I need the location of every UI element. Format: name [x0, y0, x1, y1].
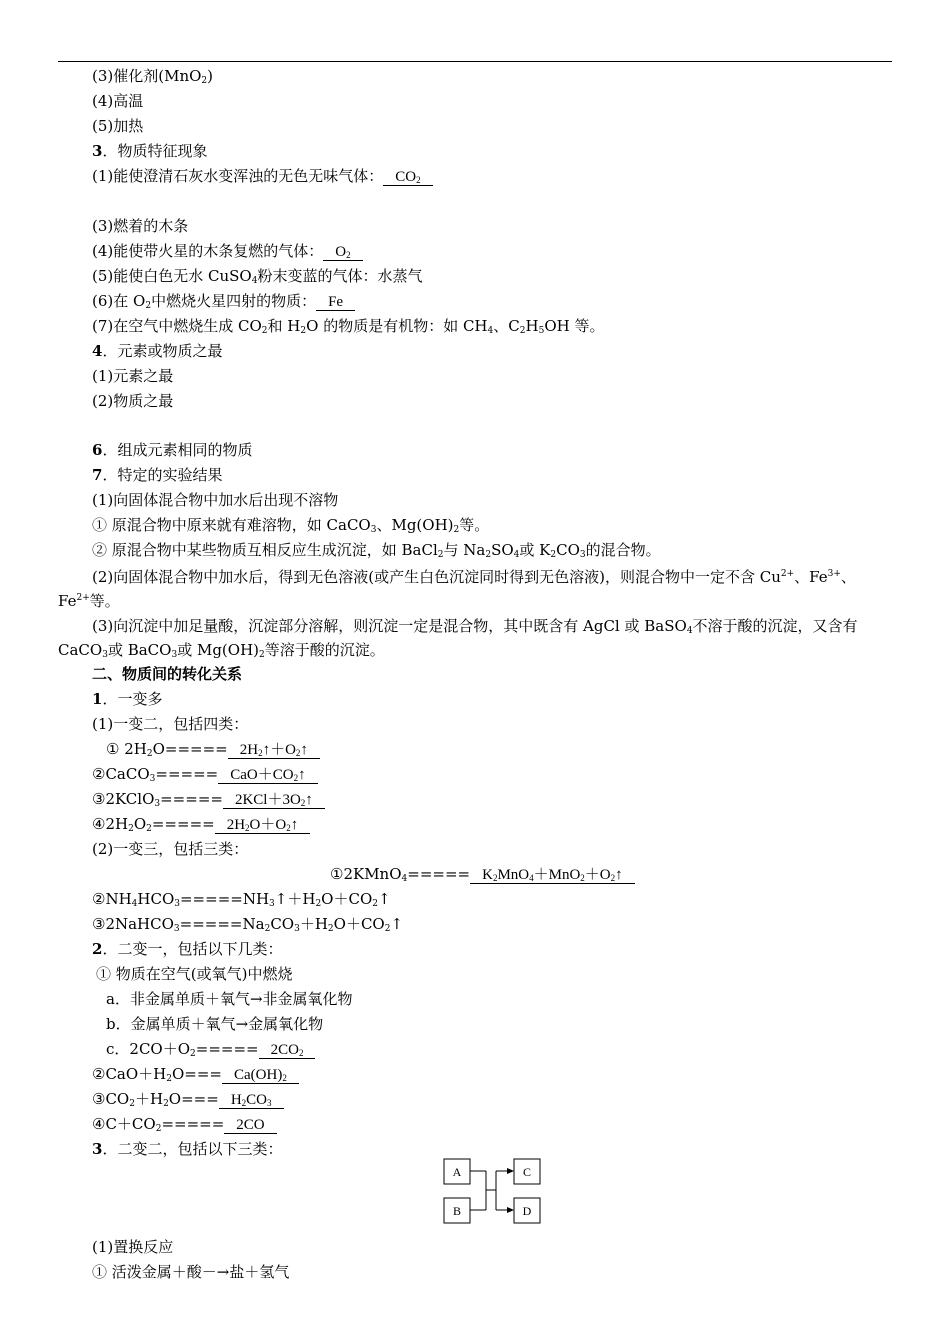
answer-o2: $O_2$: [323, 244, 362, 261]
displacement-title: (1)置换反应: [92, 1238, 174, 1256]
feature-6: (6)在 $O_2$中燃烧火星四射的物质： Fe: [92, 291, 355, 312]
label-a: A: [452, 1165, 462, 1179]
heading-4: 4．元素或物质之最: [92, 342, 223, 360]
result-3: (3)向沉淀中加足量酸，沉淀部分溶解，则沉淀一定是混合物，其中既含有 AgCl 或 BaSO$_4$不溶于酸的沉淀，又含有 CaCO$_3$或 BaCO$_3$或 $Mg(OH)_2$等溶于酸的沉淀。: [58, 617, 858, 660]
result-1a: ① 原混合物中原来就有难溶物，如 CaCO$_3$、$Mg(OH)_2$等。: [92, 516, 490, 535]
section-2-title: 二、物质间的转化关系: [92, 665, 243, 683]
equation-6: $②NH_4HCO_3=====NH_3↑+H_2O+CO_2↑$: [92, 890, 391, 909]
heading-6: 6．组成元素相同的物质: [92, 441, 253, 459]
feature-7: (7)在空气中燃烧生成 $CO_2$和 $H_2O$ 的物质是有机物：如 $CH_4$、$C_2H_5OH$ 等。: [92, 317, 605, 336]
equation-4: $④2H_2O_2=====$ $2H_2O+O_2↑$: [92, 814, 310, 835]
one-to-two: (1)一变二，包括四类：: [92, 715, 249, 733]
feature-1: (1)能使澄清石灰水变浑浊的无色无味气体： $CO_2$: [92, 166, 433, 187]
result-1: (1)向固体混合物中加水后出现不溶物: [92, 491, 339, 509]
one-to-three: (2)一变三，包括三类：: [92, 840, 249, 858]
displacement-1: ① 活泼金属＋酸－→盐＋氢气: [92, 1263, 290, 1281]
result-1b: ② 原混合物中某些物质互相反应生成沉淀，如 BaCl$_2$与 $Na_2SO_4$或 $K_2CO_3$的混合物。: [92, 541, 661, 560]
combine-1: ① 物质在空气(或氧气)中燃烧: [96, 965, 293, 983]
label-c: C: [522, 1165, 532, 1179]
label-d: D: [522, 1204, 532, 1218]
heading-7: 7．特定的实验结果: [92, 466, 223, 484]
label-b: B: [452, 1204, 462, 1218]
combine-1c: c．$2CO+O_2===== 2CO_2$: [106, 1039, 315, 1060]
catalyst-line: (3)催化剂(MnO$_2$): [92, 67, 214, 86]
answer-co2: $CO_2$: [383, 169, 432, 186]
high-temp-line: (4)高温: [92, 92, 144, 110]
exchange-diagram: [440, 1152, 544, 1228]
feature-4: (4)能使带火星的木条复燃的气体： $O_2$: [92, 241, 363, 262]
combine-1b: b．金属单质＋氧气→金属氧化物: [106, 1015, 324, 1033]
result-2: (2)向固体混合物中加水后，得到无色溶液(或产生白色沉淀同时得到无色溶液)，则混合物中一定不含 $Cu^{2+}$、$Fe^{3+}$、$Fe^{2+}$等。: [58, 568, 856, 610]
answer-fe: Fe: [316, 294, 355, 311]
substance-most: (2)物质之最: [92, 392, 174, 410]
arrow-to-c: [507, 1168, 514, 1174]
combine-2: $②CaO+H_2O=== Ca(OH)_2$: [92, 1064, 299, 1085]
feature-5: (5)能使白色无水 CuSO$_4$粉末变蓝的气体：水蒸气: [92, 267, 423, 286]
equation-3: ③2KClO$_3$===== $2KCl+3O_2↑$: [92, 789, 325, 810]
element-most: (1)元素之最: [92, 367, 174, 385]
heading-2-1: 1．一变多: [92, 690, 163, 708]
combine-4: $④C+CO_2===== 2CO$: [92, 1114, 277, 1135]
arrow-to-d: [507, 1207, 514, 1213]
equation-7: $③2NaHCO_3=====Na_2CO_3+H_2O+CO_2↑$: [92, 915, 404, 934]
equation-5: ①2KMnO$_4$===== $K_2MnO_4+MnO_2+O_2↑$: [330, 864, 635, 885]
equation-1: ① $2H_2O=====$ $2H_2↑+O_2↑$: [106, 739, 320, 760]
connector-lines: [470, 1171, 512, 1210]
heading-3: 3．物质特征现象: [92, 142, 208, 160]
heating-line: (5)加热: [92, 117, 144, 135]
heading-2-3: 3．二变二，包括以下三类：: [92, 1140, 283, 1158]
feature-3: (3)燃着的木条: [92, 217, 189, 235]
header-rule: [58, 61, 892, 62]
combine-1a: a．非金属单质＋氧气→非金属氧化物: [106, 990, 353, 1008]
combine-3: $③CO_2+H_2O=== H_2CO_3$: [92, 1089, 284, 1110]
equation-2: ②CaCO$_3$===== $CaO+CO_2↑$: [92, 764, 318, 785]
heading-2-2: 2．二变一，包括以下几类：: [92, 940, 283, 958]
